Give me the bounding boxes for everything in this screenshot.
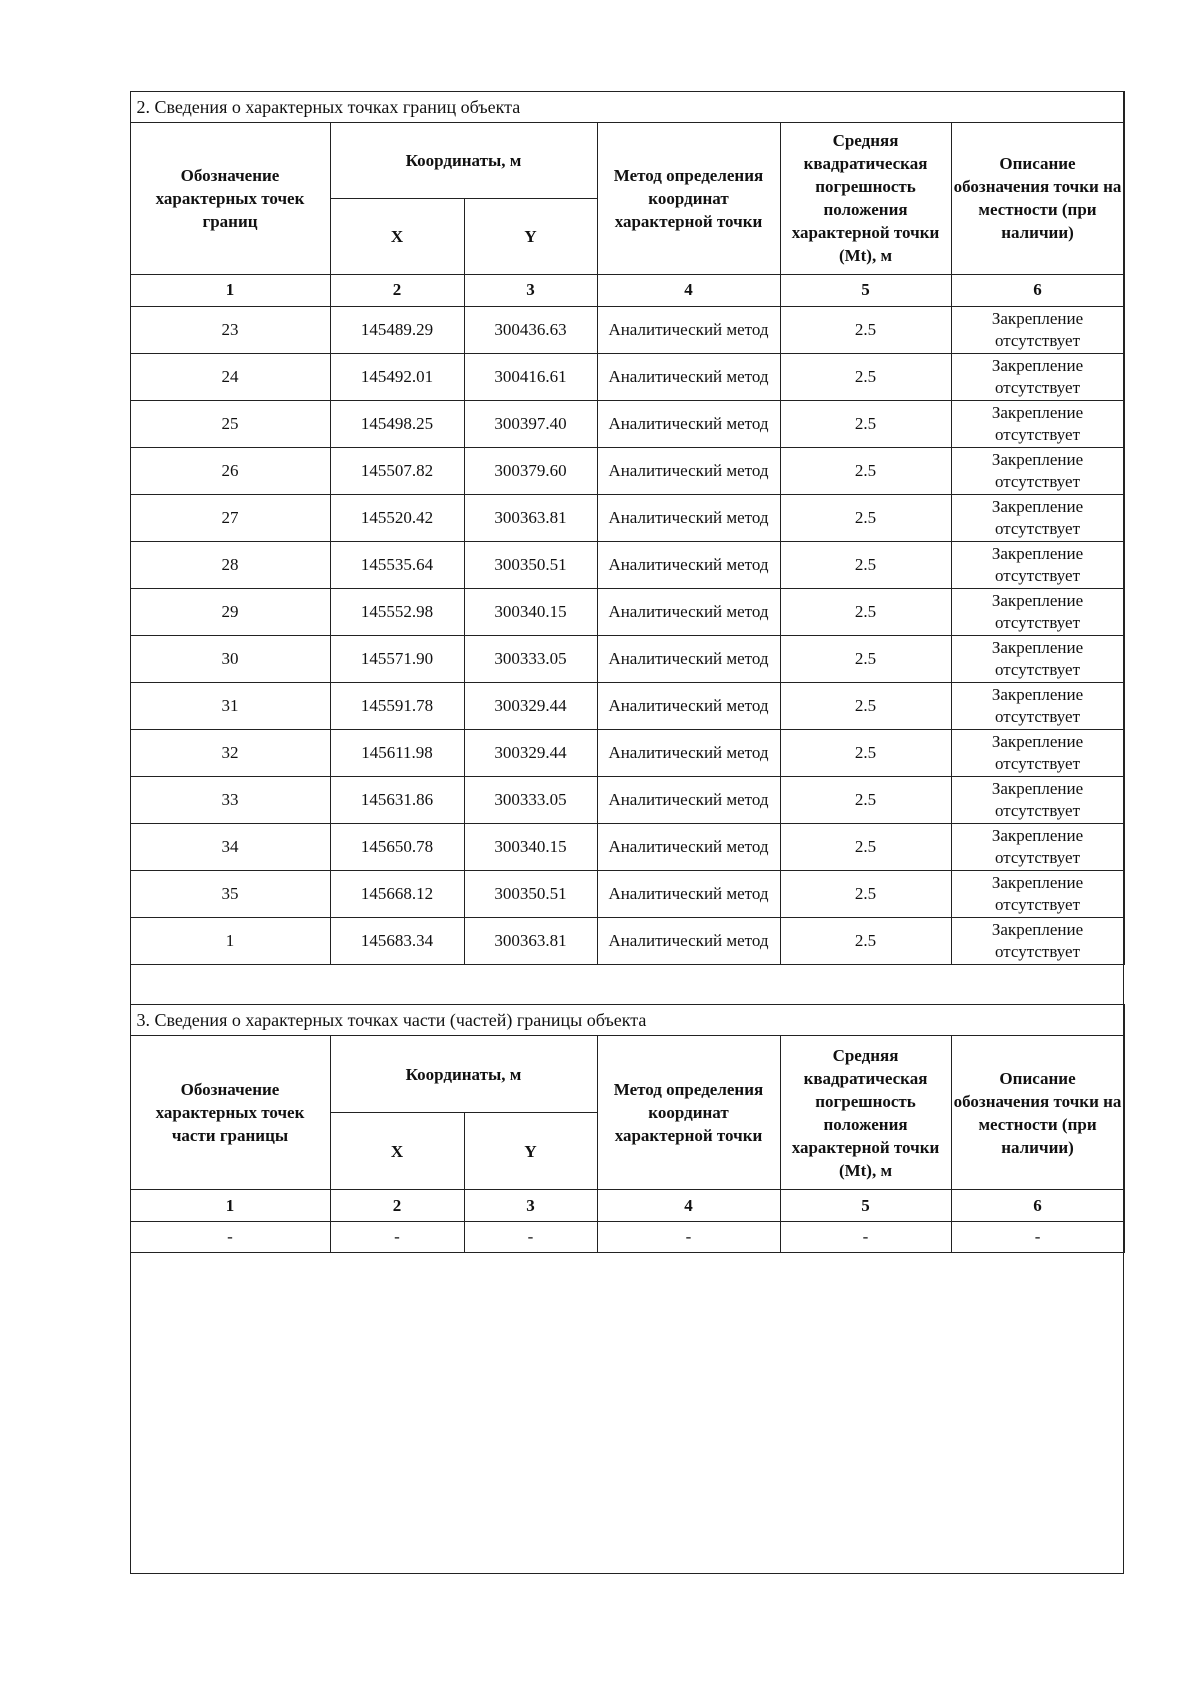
section2-table <box>130 91 1125 965</box>
header-x: X <box>330 198 464 274</box>
mt-cell: 2.5 <box>780 776 951 823</box>
mt-cell: 2.5 <box>780 588 951 635</box>
method-cell: Аналитический метод <box>597 400 780 447</box>
header-coordinates: Координаты, м <box>330 1036 597 1113</box>
point-cell: 28 <box>130 541 330 588</box>
col-number: 3 <box>464 274 597 306</box>
table-row <box>130 494 1124 541</box>
header-designation: Обозначение характерных точек части границы <box>130 1036 330 1190</box>
method-cell: Аналитический метод <box>597 447 780 494</box>
mt-cell: 2.5 <box>780 447 951 494</box>
empty-cell: - <box>464 1222 597 1253</box>
table-row <box>130 588 1124 635</box>
description-cell: Закрепление отсутствует <box>951 306 1124 353</box>
y-cell: 300379.60 <box>464 447 597 494</box>
y-cell: 300363.81 <box>464 917 597 964</box>
col-number: 6 <box>951 1190 1124 1222</box>
table-row <box>130 823 1124 870</box>
table-row <box>130 635 1124 682</box>
description-cell: Закрепление отсутствует <box>951 353 1124 400</box>
mt-cell: 2.5 <box>780 870 951 917</box>
y-cell: 300350.51 <box>464 870 597 917</box>
header-coordinates: Координаты, м <box>330 122 597 198</box>
empty-cell: - <box>130 1222 330 1253</box>
col-number: 1 <box>130 274 330 306</box>
x-cell: 145571.90 <box>330 635 464 682</box>
empty-cell: - <box>780 1222 951 1253</box>
method-cell: Аналитический метод <box>597 917 780 964</box>
col-number: 4 <box>597 1190 780 1222</box>
header-y: Y <box>464 1113 597 1190</box>
method-cell: Аналитический метод <box>597 776 780 823</box>
empty-cell: - <box>597 1222 780 1253</box>
col-number: 6 <box>951 274 1124 306</box>
point-cell: 34 <box>130 823 330 870</box>
point-cell: 23 <box>130 306 330 353</box>
point-cell: 32 <box>130 729 330 776</box>
document-frame <box>130 91 1124 1574</box>
col-number: 3 <box>464 1190 597 1222</box>
y-cell: 300436.63 <box>464 306 597 353</box>
description-cell: Закрепление отсутствует <box>951 870 1124 917</box>
point-cell: 35 <box>130 870 330 917</box>
table-row <box>130 447 1124 494</box>
section3-title: 3. Сведения о характерных точках части (частей) границы объекта <box>130 1005 1124 1036</box>
header-method: Метод определения координат характерной точки <box>597 1036 780 1190</box>
method-cell: Аналитический метод <box>597 729 780 776</box>
x-cell: 145489.29 <box>330 306 464 353</box>
method-cell: Аналитический метод <box>597 823 780 870</box>
point-cell: 26 <box>130 447 330 494</box>
mt-cell: 2.5 <box>780 635 951 682</box>
col-number: 2 <box>330 1190 464 1222</box>
x-cell: 145520.42 <box>330 494 464 541</box>
col-number: 1 <box>130 1190 330 1222</box>
section3-table <box>130 1004 1125 1253</box>
header-x: X <box>330 1113 464 1190</box>
x-cell: 145498.25 <box>330 400 464 447</box>
x-cell: 145552.98 <box>330 588 464 635</box>
description-cell: Закрепление отсутствует <box>951 823 1124 870</box>
table-row <box>130 870 1124 917</box>
header-error: Средняя квадратическая погрешность положения характерной точки (Mt), м <box>780 1036 951 1190</box>
description-cell: Закрепление отсутствует <box>951 682 1124 729</box>
mt-cell: 2.5 <box>780 353 951 400</box>
y-cell: 300333.05 <box>464 635 597 682</box>
description-cell: Закрепление отсутствует <box>951 494 1124 541</box>
y-cell: 300340.15 <box>464 823 597 870</box>
mt-cell: 2.5 <box>780 306 951 353</box>
description-cell: Закрепление отсутствует <box>951 541 1124 588</box>
method-cell: Аналитический метод <box>597 682 780 729</box>
method-cell: Аналитический метод <box>597 870 780 917</box>
x-cell: 145650.78 <box>330 823 464 870</box>
empty-cell: - <box>330 1222 464 1253</box>
table-row <box>130 729 1124 776</box>
point-cell: 27 <box>130 494 330 541</box>
x-cell: 145611.98 <box>330 729 464 776</box>
x-cell: 145535.64 <box>330 541 464 588</box>
table-row <box>130 682 1124 729</box>
mt-cell: 2.5 <box>780 400 951 447</box>
method-cell: Аналитический метод <box>597 541 780 588</box>
method-cell: Аналитический метод <box>597 353 780 400</box>
table-row <box>130 353 1124 400</box>
header-method: Метод определения координат характерной точки <box>597 122 780 274</box>
x-cell: 145507.82 <box>330 447 464 494</box>
x-cell: 145668.12 <box>330 870 464 917</box>
point-cell: 33 <box>130 776 330 823</box>
point-cell: 25 <box>130 400 330 447</box>
table-row <box>130 541 1124 588</box>
col-number: 4 <box>597 274 780 306</box>
header-designation: Обозначение характерных точек границ <box>130 122 330 274</box>
col-number: 2 <box>330 274 464 306</box>
point-cell: 1 <box>130 917 330 964</box>
y-cell: 300350.51 <box>464 541 597 588</box>
mt-cell: 2.5 <box>780 494 951 541</box>
description-cell: Закрепление отсутствует <box>951 917 1124 964</box>
table-row <box>130 776 1124 823</box>
x-cell: 145683.34 <box>330 917 464 964</box>
header-description: Описание обозначения точки на местности (при наличии) <box>951 122 1124 274</box>
mt-cell: 2.5 <box>780 729 951 776</box>
description-cell: Закрепление отсутствует <box>951 635 1124 682</box>
point-cell: 29 <box>130 588 330 635</box>
y-cell: 300340.15 <box>464 588 597 635</box>
point-cell: 24 <box>130 353 330 400</box>
header-description: Описание обозначения точки на местности (при наличии) <box>951 1036 1124 1190</box>
description-cell: Закрепление отсутствует <box>951 400 1124 447</box>
table-row <box>130 306 1124 353</box>
method-cell: Аналитический метод <box>597 306 780 353</box>
description-cell: Закрепление отсутствует <box>951 776 1124 823</box>
method-cell: Аналитический метод <box>597 635 780 682</box>
method-cell: Аналитический метод <box>597 494 780 541</box>
method-cell: Аналитический метод <box>597 588 780 635</box>
description-cell: Закрепление отсутствует <box>951 447 1124 494</box>
col-number: 5 <box>780 274 951 306</box>
header-error: Средняя квадратическая погрешность положения характерной точки (Mt), м <box>780 122 951 274</box>
y-cell: 300363.81 <box>464 494 597 541</box>
empty-cell: - <box>951 1222 1124 1253</box>
y-cell: 300329.44 <box>464 682 597 729</box>
description-cell: Закрепление отсутствует <box>951 729 1124 776</box>
x-cell: 145492.01 <box>330 353 464 400</box>
point-cell: 30 <box>130 635 330 682</box>
header-y: Y <box>464 198 597 274</box>
table-row <box>130 400 1124 447</box>
mt-cell: 2.5 <box>780 541 951 588</box>
col-number: 5 <box>780 1190 951 1222</box>
description-cell: Закрепление отсутствует <box>951 588 1124 635</box>
mt-cell: 2.5 <box>780 823 951 870</box>
mt-cell: 2.5 <box>780 917 951 964</box>
mt-cell: 2.5 <box>780 682 951 729</box>
point-cell: 31 <box>130 682 330 729</box>
y-cell: 300329.44 <box>464 729 597 776</box>
y-cell: 300416.61 <box>464 353 597 400</box>
table-row <box>130 917 1124 964</box>
x-cell: 145631.86 <box>330 776 464 823</box>
x-cell: 145591.78 <box>330 682 464 729</box>
section2-title: 2. Сведения о характерных точках границ объекта <box>130 91 1124 122</box>
y-cell: 300333.05 <box>464 776 597 823</box>
y-cell: 300397.40 <box>464 400 597 447</box>
